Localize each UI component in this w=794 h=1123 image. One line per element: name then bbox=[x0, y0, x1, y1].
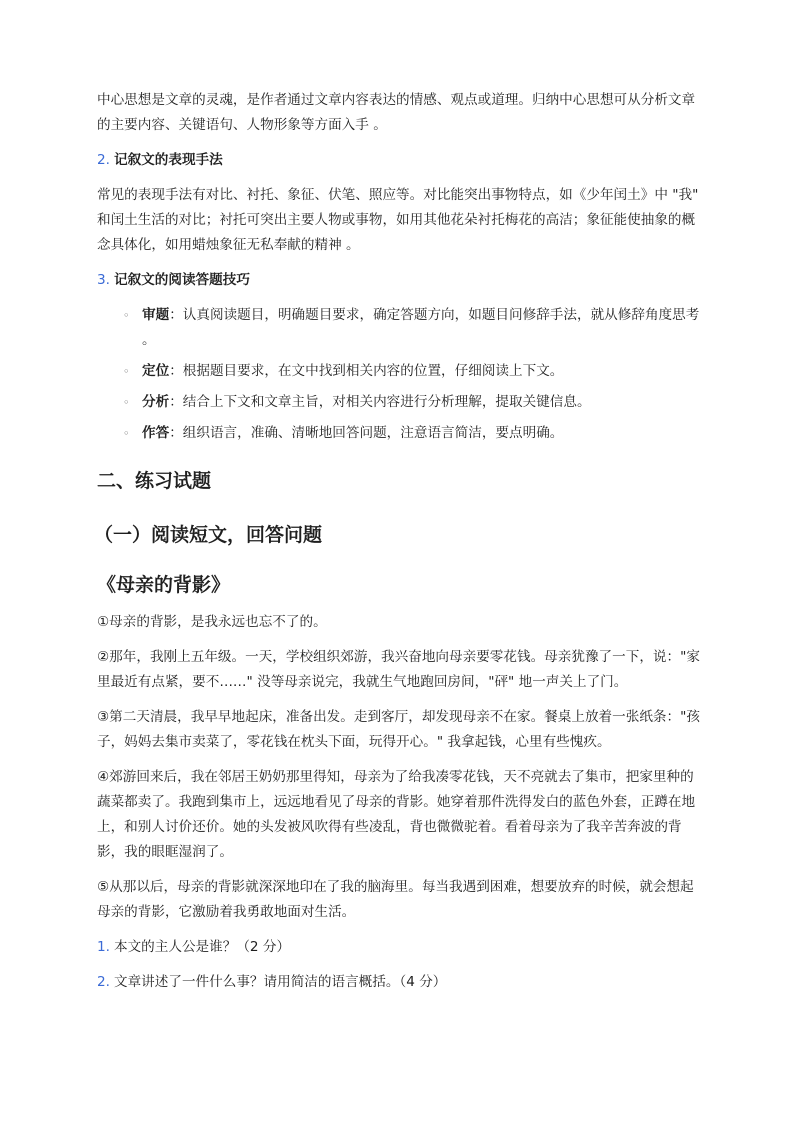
document-page bbox=[94, 88, 702, 1005]
story-title: 《母亲的背影》 bbox=[97, 574, 231, 596]
bullet-icon: ◦ bbox=[123, 396, 130, 409]
sub-heading: （一）阅读短文，回答问题 bbox=[94, 524, 323, 546]
question-number: 2. bbox=[97, 974, 110, 990]
tip-term: 审题 bbox=[142, 307, 170, 323]
section-heading-3 bbox=[97, 268, 702, 293]
tips-list bbox=[97, 303, 702, 446]
question-text: 本文的主人公是谁？（2 分） bbox=[113, 939, 291, 955]
list-item bbox=[97, 303, 702, 353]
tip-term: 作答 bbox=[142, 425, 170, 441]
section-heading-2 bbox=[97, 148, 702, 173]
bullet-icon: ◦ bbox=[123, 309, 130, 322]
section-title: 记叙文的表现手法 bbox=[113, 152, 223, 168]
bullet-icon: ◦ bbox=[123, 427, 130, 440]
tip-text: ：结合上下文和文章主旨，对相关内容进行分析理解，提取关键信息。 bbox=[169, 394, 591, 410]
intro-paragraph: 中心思想是文章的灵魂，是作者通过文章内容表达的情感、观点或道理。归纳中心思想可从分析文章的主要内容、关键语句、人物形象等方面入手 。 bbox=[97, 92, 696, 133]
question-text: 文章讲述了一件什么事？请用简洁的语言概括。（4 分） bbox=[113, 974, 447, 990]
practice-heading: 二、练习试题 bbox=[97, 470, 212, 492]
question-1 bbox=[97, 935, 702, 960]
section-title: 记叙文的阅读答题技巧 bbox=[113, 272, 250, 288]
bullet-icon: ◦ bbox=[123, 365, 130, 378]
tip-text: ：组织语言，准确、清晰地回答问题，注意语言简洁，要点明确。 bbox=[169, 425, 564, 441]
story-paragraph-3: ③第二天清晨，我早早地起床，准备出发。走到客厅，却发现母亲不在家。餐桌上放着一张纸条："孩子，妈妈去集市卖菜了，零花钱在枕头下面，玩得开心。" 我拿起钱，心里有些愧疚。 bbox=[97, 709, 700, 750]
story-paragraph-2: ②那年，我刚上五年级。一天，学校组织郊游，我兴奋地向母亲要零花钱。母亲犹豫了一下，说："家里最近有点紧，要不……" 没等母亲说完，我就生气地跑回房间，"砰" 地一声关上了门。 bbox=[97, 649, 700, 690]
story-paragraph-4: ④郊游回来后，我在邻居王奶奶那里得知，母亲为了给我凑零花钱，天不亮就去了集市，把家里种的蔬菜都卖了。我跑到集市上，远远地看见了母亲的背影。她穿着那件洗得发白的蓝色外套，正蹲在地上，和别人讨价还价。她的头发被风吹得有些凌乱，背也微微驼着。看着母亲为了我辛苦奔波的背影，我的眼眶湿润了。 bbox=[97, 769, 696, 860]
question-2 bbox=[97, 970, 702, 995]
techniques-paragraph: 常见的表现手法有对比、衬托、象征、伏笔、照应等。对比能突出事物特点，如《少年闰土》中 "我" 和闰土生活的对比；衬托可突出主要人物或事物，如用其他花朵衬托梅花的高洁；象征能使抽象的概念具体化，如用蜡烛象征无私奉献的精神 。 bbox=[97, 187, 699, 253]
question-number: 1. bbox=[97, 939, 110, 955]
list-item bbox=[97, 390, 702, 415]
tip-term: 定位 bbox=[142, 363, 170, 379]
story-paragraph-1: ①母亲的背影，是我永远也忘不了的。 bbox=[97, 614, 327, 630]
tip-text: ：根据题目要求，在文中找到相关内容的位置，仔细阅读上下文。 bbox=[169, 363, 564, 379]
tip-term: 分析 bbox=[142, 394, 170, 410]
tip-text: ：认真阅读题目，明确题目要求，确定答题方向，如题目问修辞手法，就从修辞角度思考 。 bbox=[142, 307, 700, 348]
list-item bbox=[97, 421, 702, 446]
story-paragraph-5: ⑤从那以后，母亲的背影就深深地印在了我的脑海里。每当我遇到困难，想要放弃的时候，就会想起母亲的背影，它激励着我勇敢地面对生活。 bbox=[97, 879, 694, 920]
section-number: 2. bbox=[97, 152, 110, 168]
section-number: 3. bbox=[97, 272, 110, 288]
list-item bbox=[97, 359, 702, 384]
